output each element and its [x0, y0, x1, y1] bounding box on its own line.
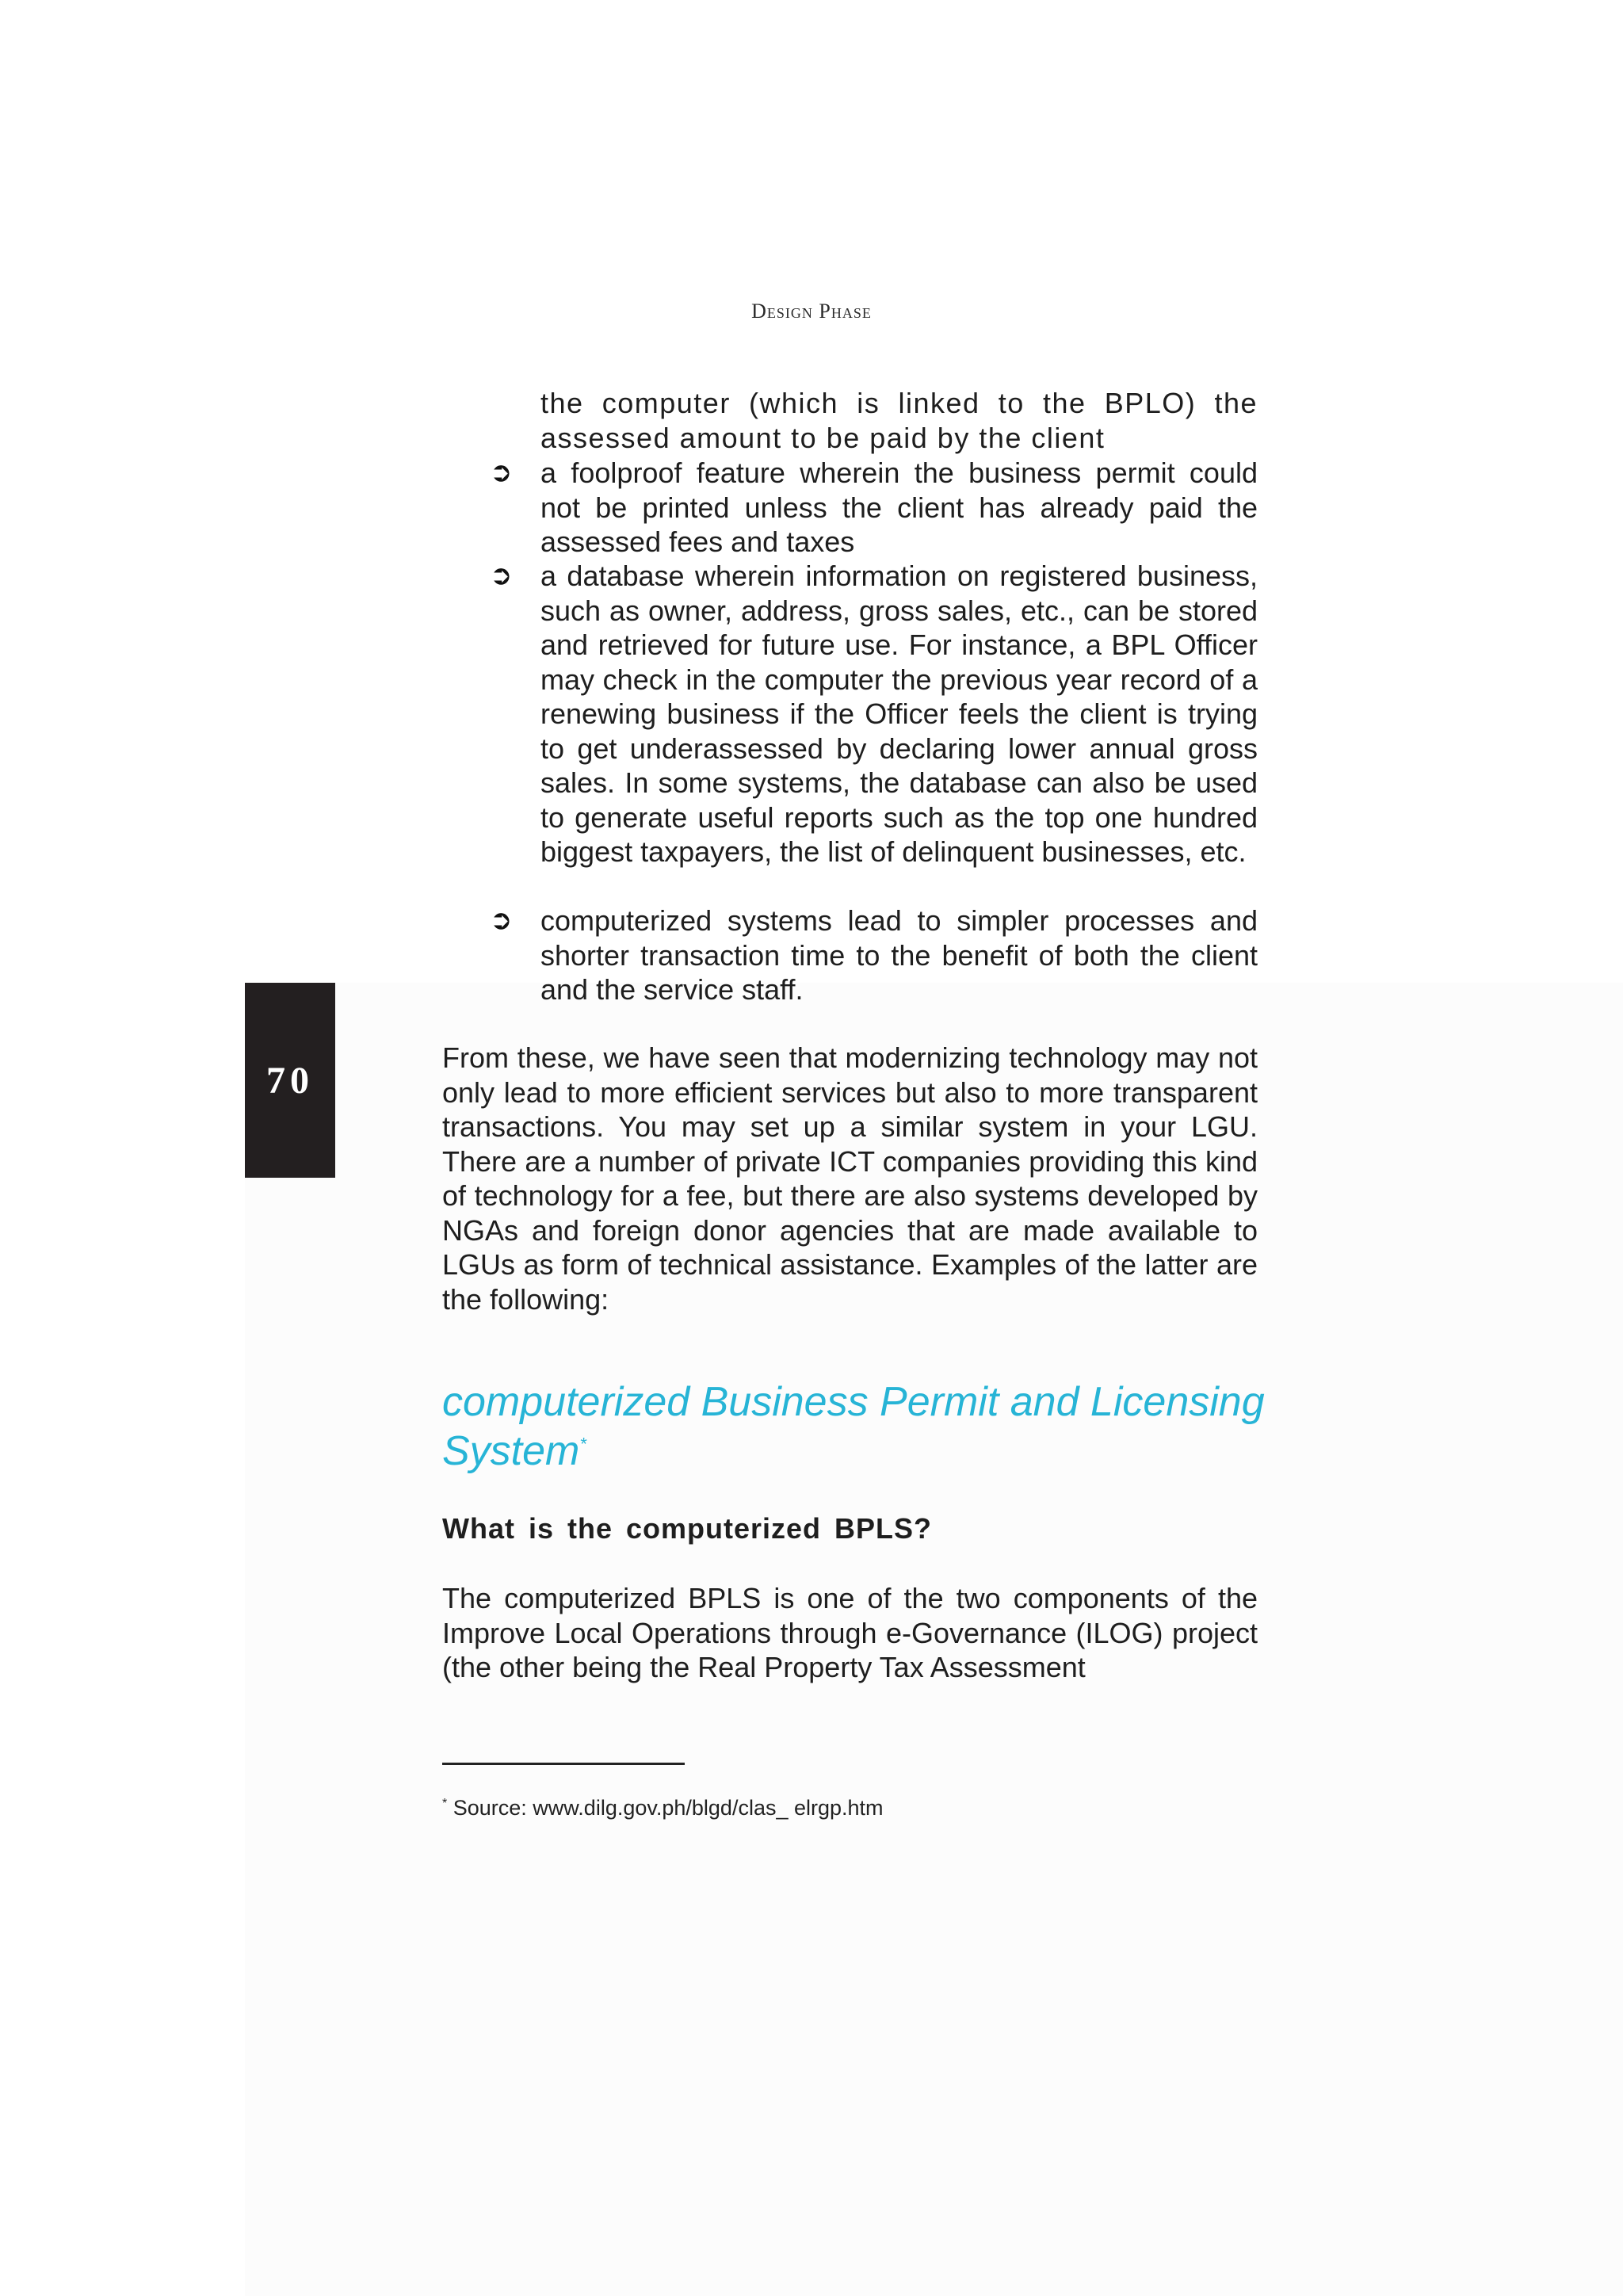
bullet-text: a database wherein information on registered business, such as owner, address, gross sales, etc., can be stored and retrieved for future use. For instance, a BPL Officer may check in the computer the previous year record of a renewing business if the Officer feels the client is trying to get underassessed by declaring lower annual gross sales. In some systems, the database can also be used to generate useful reports such as the top one hundred biggest taxpayers, the list of delinquent businesses, etc.	[540, 560, 1258, 868]
footnote	[442, 1796, 884, 1820]
subheading: What is the computerized BPLS?	[442, 1512, 933, 1545]
bullet-text: a foolproof feature wherein the business permit could not be printed unless the client has already paid the assessed fees and taxes	[540, 457, 1258, 558]
body-paragraph: The computerized BPLS is one of the two components of the Improve Local Operations through e-Governance (ILOG) project (the other being the Real Property Tax Assessment	[442, 1582, 1258, 1683]
running-header: Design Phase	[751, 300, 872, 323]
arrow-bullet-icon: ➲	[490, 457, 513, 487]
arrow-bullet-icon: ➲	[490, 905, 513, 935]
body-paragraph: From these, we have seen that modernizing technology may not only lead to more efficient services but also to more transparent transactions. You may set up a similar system in your LGU. There are a number of private ICT companies providing this kind of technology for a fee, but there are also systems developed by NGAs and foreign donor agencies that are made available to LGUs as form of technical assistance. Examples of the latter are the following:	[442, 1041, 1258, 1316]
footnote-text: Source: www.dilg.gov.ph/blgd/clas_ elrgp.htm	[453, 1796, 884, 1820]
footnote-marker: *	[579, 1434, 586, 1454]
page-number: 70	[266, 1059, 314, 1102]
left-margin	[0, 0, 245, 2296]
bullet-text: computerized systems lead to simpler processes and shorter transaction time to the benefit of both the client and the service staff.	[540, 904, 1258, 1006]
arrow-bullet-icon: ➲	[490, 560, 513, 590]
section-heading-text: computerized Business Permit and Licensing System	[442, 1379, 1265, 1474]
page-number-tab	[245, 983, 335, 1178]
section-heading	[442, 1377, 1266, 1476]
list-continuation-text: the computer (which is linked to the BPLO) the assessed amount to be paid by the client	[540, 387, 1258, 454]
footnote-marker: *	[442, 1797, 448, 1810]
footnote-divider	[442, 1763, 685, 1765]
